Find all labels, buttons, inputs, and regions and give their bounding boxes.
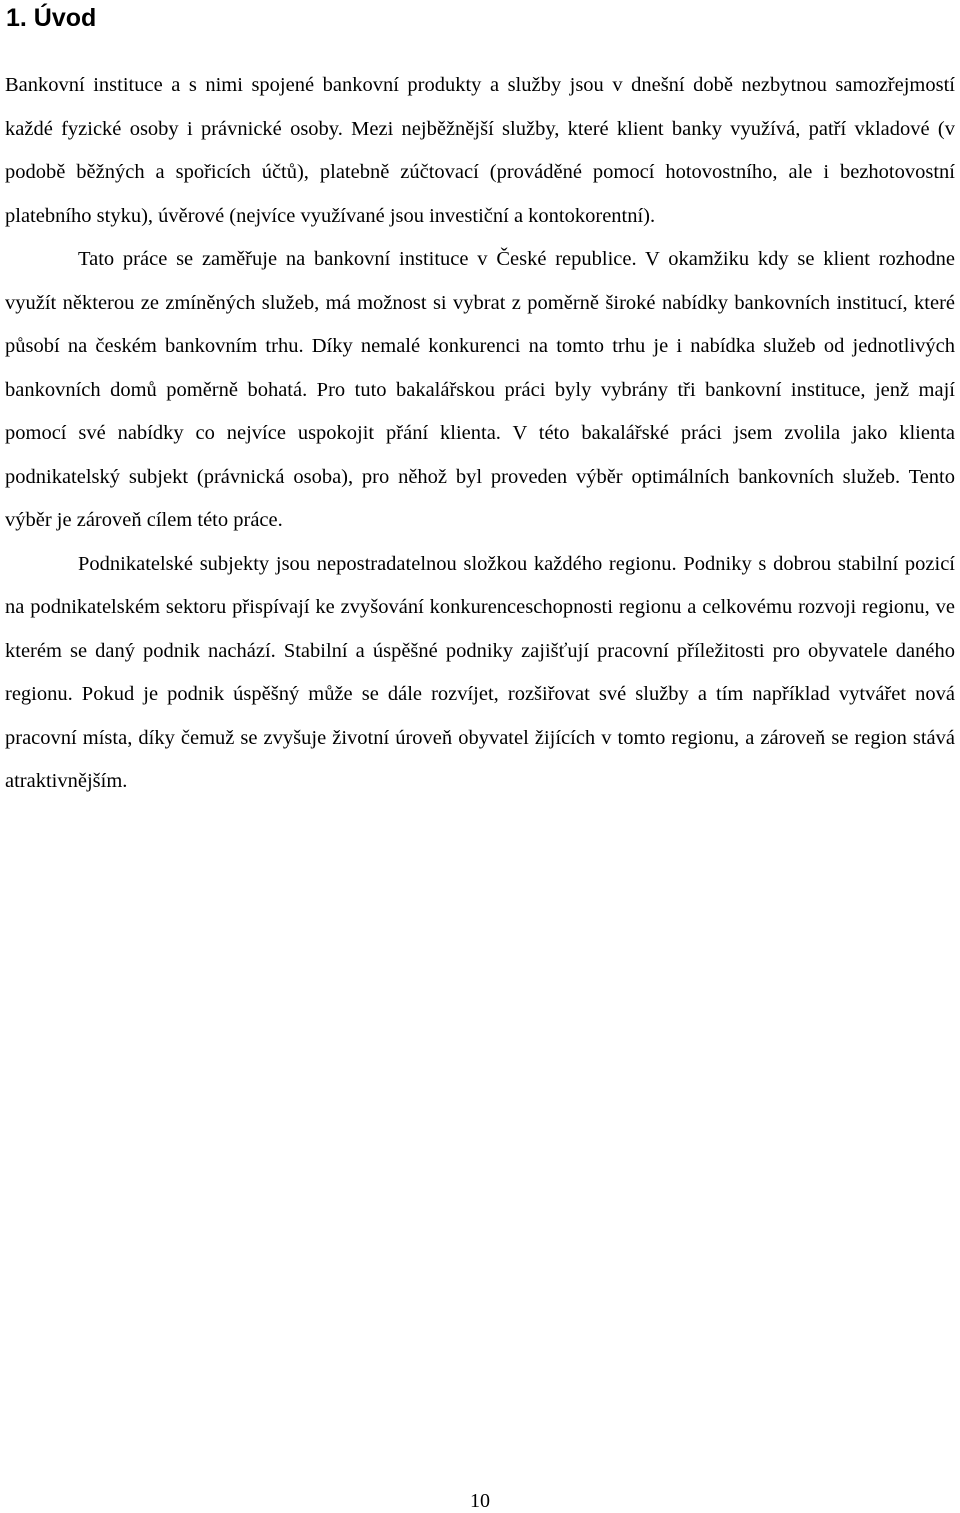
paragraph-business-subjects: Podnikatelské subjekty jsou nepostradatelnou složkou každého regionu. Podniky s dobrou stabilní pozicí na podnikatelském sektoru přispívají ke zvyšování konkurenceschopnosti regionu a celkovému rozvoji regionu, ve kterém se daný podnik nachází. Stabilní a úspěšné podniky zajišťují pracovní příležitosti pro obyvatele daného regionu. Pokud je podnik úspěšný může se dále rozvíjet, rozšiřovat své služby a tím například vytvářet nová pracovní místa, díky čemuž se zvyšuje životní úroveň obyvatel žijících v tomto regionu, a zároveň se region stává atraktivnějším. xyxy=(5,552,955,792)
section-heading: 1. Úvod xyxy=(6,4,97,32)
page-number: 10 xyxy=(470,1490,490,1512)
paragraph-intro: Bankovní instituce a s nimi spojené bankovní produkty a služby jsou v dnešní době nezbytnou samozřejmostí každé fyzické osoby i právnické osoby. Mezi nejběžnější služby, které klient banky využívá, patří vkladové (v podobě běžných a spořicích účtů), platebně zúčtovací (prováděné pomocí hotovostního, ale i bezhotovostní platebního styku), úvěrové (nejvíce využívané jsou investiční a kontokorentní). xyxy=(5,74,955,227)
body-text xyxy=(5,64,955,804)
paragraph-focus: Tato práce se zaměřuje na bankovní instituce v České republice. V okamžiku kdy se klient rozhodne využít některou ze zmíněných služeb, má možnost si vybrat z poměrně široké nabídky bankovních institucí, které působí na českém bankovním trhu. Díky nemalé konkurenci na tomto trhu je i nabídka služeb od jednotlivých bankovních domů poměrně bohatá. Pro tuto bakalářskou práci byly vybrány tři bankovní instituce, jenž mají pomocí své nabídky co nejvíce uspokojit přání klienta. V této bakalářské práci jsem zvolila jako klienta podnikatelský subjekt (právnická osoba), pro něhož byl proveden výběr optimálních bankovních služeb. Tento výběr je zároveň cílem této práce. xyxy=(5,248,955,531)
